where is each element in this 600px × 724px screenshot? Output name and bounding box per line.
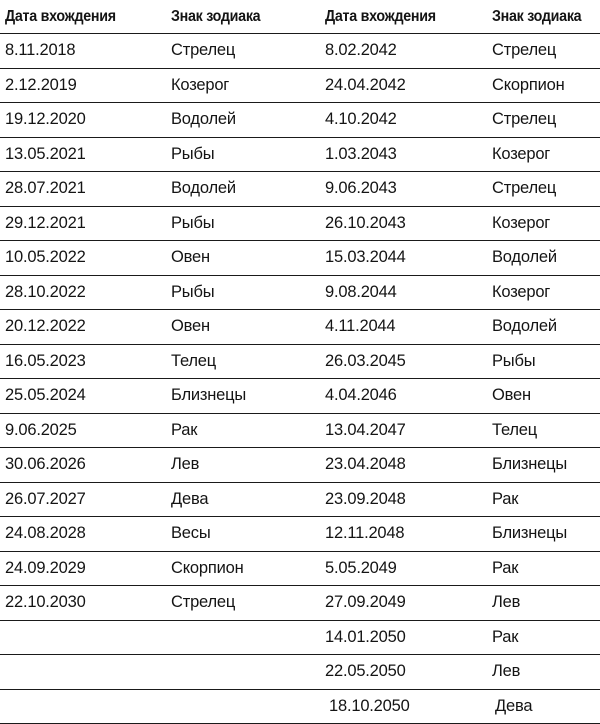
table-row	[0, 448, 600, 483]
date-cell: 28.07.2021	[5, 179, 86, 198]
date-cell: 5.05.2049	[325, 558, 397, 577]
date-cell: 13.05.2021	[5, 144, 86, 163]
date-cell: 15.03.2044	[325, 248, 406, 267]
date-cell: 28.10.2022	[5, 282, 86, 301]
sign-cell: Рак	[171, 420, 198, 439]
sign-cell: Стрелец	[492, 179, 557, 198]
sign-cell: Рыбы	[171, 213, 215, 232]
sign-cell: Стрелец	[492, 110, 557, 129]
sign-cell: Козерог	[492, 144, 551, 163]
date-cell: 13.04.2047	[325, 420, 406, 439]
table-row	[0, 207, 600, 242]
date-cell: 25.05.2024	[5, 386, 86, 405]
sign-cell: Близнецы	[492, 524, 568, 543]
date-cell: 27.09.2049	[325, 593, 406, 612]
date-cell: 20.12.2022	[5, 317, 86, 336]
date-cell: 19.12.2020	[5, 110, 86, 129]
sign-cell: Стрелец	[171, 593, 236, 612]
date-cell: 23.04.2048	[325, 455, 406, 474]
date-cell: 24.08.2028	[5, 524, 86, 543]
sign-cell: Рыбы	[492, 351, 536, 370]
table-row	[0, 655, 600, 690]
table-row	[0, 690, 600, 724]
date-cell: 12.11.2048	[325, 524, 405, 543]
sign-cell: Рак	[492, 627, 519, 646]
date-cell: 10.05.2022	[5, 248, 86, 267]
sign-cell: Телец	[492, 420, 538, 439]
table-body	[0, 34, 600, 724]
date-cell: 24.09.2029	[5, 558, 86, 577]
sign-cell: Рыбы	[171, 144, 215, 163]
date-cell: 9.06.2043	[325, 179, 397, 198]
sign-cell: Водолей	[171, 110, 236, 129]
sign-cell: Рак	[492, 489, 519, 508]
sign-cell: Телец	[171, 351, 217, 370]
sign-cell: Лев	[492, 662, 521, 681]
sign-cell: Стрелец	[492, 41, 557, 60]
table-row	[0, 276, 600, 311]
sign-cell: Козерог	[492, 213, 551, 232]
table-row	[0, 310, 600, 345]
date-cell: 26.03.2045	[325, 351, 406, 370]
sign-cell: Овен	[171, 317, 210, 336]
sign-cell: Водолей	[492, 317, 557, 336]
table-row	[0, 379, 600, 414]
sign-cell: Весы	[171, 524, 211, 543]
date-cell: 8.02.2042	[325, 41, 397, 60]
date-cell: 2.12.2019	[5, 75, 77, 94]
sign-cell: Козерог	[171, 75, 230, 94]
date-cell: 30.06.2026	[5, 455, 86, 474]
table-row	[0, 414, 600, 449]
sign-cell: Лев	[492, 593, 521, 612]
date-cell: 9.06.2025	[5, 420, 77, 439]
date-cell: 4.04.2046	[325, 386, 397, 405]
table-row	[0, 517, 600, 552]
date-cell: 18.10.2050	[329, 696, 410, 715]
table-row	[0, 586, 600, 621]
sign-cell: Козерог	[492, 282, 551, 301]
table-header	[0, 0, 600, 34]
date-cell: 22.10.2030	[5, 593, 86, 612]
date-cell: 9.08.2044	[325, 282, 397, 301]
sign-cell: Лев	[171, 455, 200, 474]
header-date-right: Дата вхождения	[325, 7, 436, 25]
table-row	[0, 103, 600, 138]
table-row	[0, 69, 600, 104]
date-cell: 4.10.2042	[325, 110, 397, 129]
date-cell: 24.04.2042	[325, 75, 406, 94]
sign-cell: Овен	[492, 386, 531, 405]
sign-cell: Водолей	[492, 248, 557, 267]
header-sign-left: Знак зодиака	[171, 7, 261, 25]
sign-cell: Близнецы	[492, 455, 568, 474]
sign-cell: Скорпион	[492, 75, 565, 94]
sign-cell: Дева	[495, 696, 533, 715]
sign-cell: Рак	[492, 558, 519, 577]
header-sign-right: Знак зодиака	[492, 7, 582, 25]
date-cell: 23.09.2048	[325, 489, 406, 508]
table-row	[0, 34, 600, 69]
sign-cell: Овен	[171, 248, 210, 267]
table-row	[0, 552, 600, 587]
sign-cell: Скорпион	[171, 558, 244, 577]
date-cell: 22.05.2050	[325, 662, 406, 681]
date-cell: 29.12.2021	[5, 213, 86, 232]
table-row	[0, 241, 600, 276]
sign-cell: Стрелец	[171, 41, 236, 60]
date-cell: 26.07.2027	[5, 489, 86, 508]
date-cell: 4.11.2044	[325, 317, 396, 336]
sign-cell: Близнецы	[171, 386, 247, 405]
date-cell: 26.10.2043	[325, 213, 406, 232]
date-cell: 14.01.2050	[325, 627, 406, 646]
table-row	[0, 621, 600, 656]
table-row	[0, 345, 600, 380]
date-cell: 8.11.2018	[5, 41, 76, 60]
date-cell: 1.03.2043	[325, 144, 397, 163]
sign-cell: Водолей	[171, 179, 236, 198]
table-row	[0, 483, 600, 518]
table-row	[0, 138, 600, 173]
table-row	[0, 172, 600, 207]
header-date-left: Дата вхождения	[5, 7, 116, 25]
sign-cell: Рыбы	[171, 282, 215, 301]
date-cell: 16.05.2023	[5, 351, 86, 370]
sign-cell: Дева	[171, 489, 209, 508]
